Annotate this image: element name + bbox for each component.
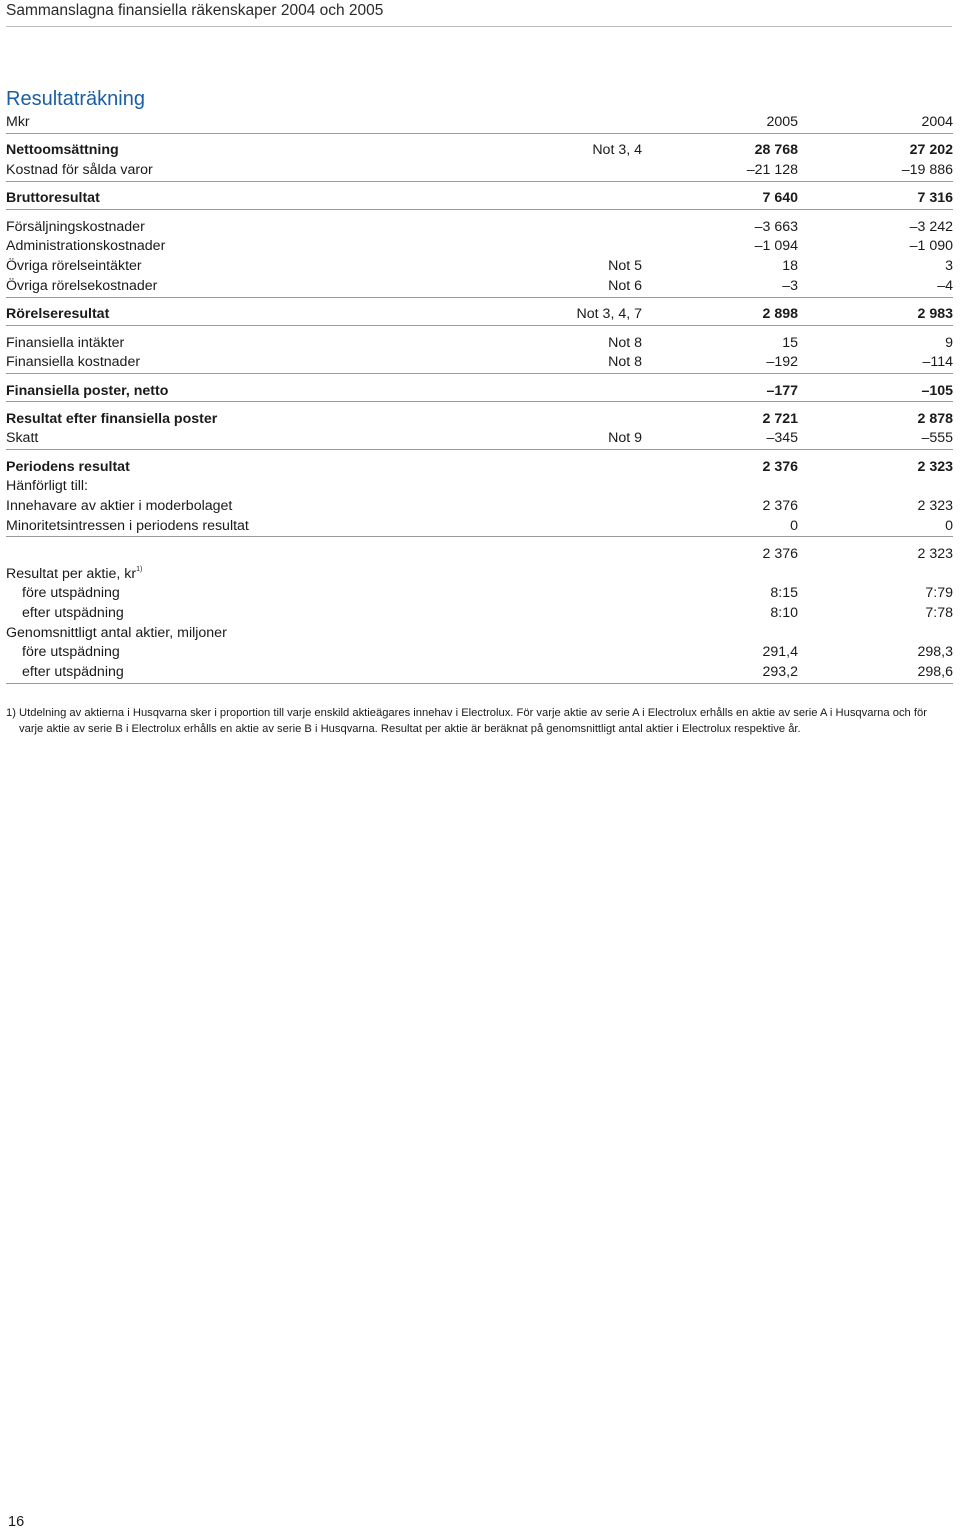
- table-row: [6, 382, 953, 403]
- table-row: [6, 429, 953, 450]
- table-row: [6, 663, 953, 684]
- row-value-2004: 2 878: [917, 410, 953, 427]
- row-note: Not 3, 4: [592, 142, 642, 159]
- page-header: [6, 0, 952, 30]
- row-label: Rörelseresultat: [6, 306, 110, 322]
- row-value-2004: 2 323: [917, 458, 953, 475]
- table-row: [6, 334, 953, 354]
- row-label: före utspädning: [22, 644, 120, 661]
- row-note: Not 3, 4, 7: [576, 306, 642, 322]
- row-label: Övriga rörelsekostnader: [6, 277, 158, 294]
- row-value-2004: –19 886: [901, 161, 953, 178]
- row-value-2004: 2 323: [917, 545, 953, 562]
- footnote-marker: 1): [136, 565, 143, 573]
- row-label: Resultat efter finansiella poster: [6, 410, 218, 427]
- header-text: Sammanslagna finansiella räkenskaper 2004 och 2005: [6, 2, 384, 19]
- row-label: Finansiella intäkter: [6, 334, 125, 351]
- table-row: [6, 477, 953, 497]
- row-value-2005: 2 376: [762, 498, 798, 514]
- table-row: [6, 189, 953, 210]
- table-row: [6, 497, 953, 517]
- row-label: Bruttoresultat: [6, 190, 100, 207]
- row-label: Innehavare av aktier i moderbolaget: [6, 498, 233, 514]
- row-value-2004: 298,6: [917, 664, 953, 680]
- row-value-2005: 28 768: [754, 142, 798, 159]
- unit-label: Mkr: [6, 114, 30, 130]
- table-row: [6, 218, 953, 238]
- row-value-2004: 0: [945, 517, 953, 534]
- row-label: Administrationskostnader: [6, 238, 166, 255]
- row-value-2005: 2 898: [762, 306, 798, 322]
- table-row: [6, 277, 953, 298]
- row-value-2005: 293,2: [762, 664, 798, 680]
- table-row: [6, 161, 953, 182]
- footnote-line-1: 1) Utdelning av aktierna i Husqvarna sker i proportion till varje enskild aktieägares innehav i Electrolux. För varje aktie av serie A i Electrolux erhålls en aktie av serie A i Husqvarna och för: [6, 707, 927, 719]
- row-label: Genomsnittligt antal aktier, miljoner: [6, 624, 227, 641]
- row-value-2004: 7:78: [925, 604, 953, 621]
- row-value-2005: 2 376: [762, 458, 798, 475]
- row-value-2004: –4: [937, 277, 953, 294]
- table-row: [6, 305, 953, 326]
- row-value-2005: 8:10: [770, 604, 798, 621]
- row-value-2004: 27 202: [909, 142, 953, 159]
- row-value-2004: –1 090: [909, 238, 953, 255]
- row-value-2004: –105: [921, 382, 953, 399]
- table-row: [6, 237, 953, 257]
- row-value-2004: –3 242: [909, 218, 953, 235]
- table-row: [6, 584, 953, 604]
- row-label: Finansiella kostnader: [6, 354, 141, 371]
- row-note: Not 8: [608, 354, 642, 371]
- row-label: Minoritetsintressen i periodens resultat: [6, 517, 249, 534]
- row-label: före utspädning: [22, 585, 120, 602]
- row-label: Skatt: [6, 430, 39, 447]
- row-label: Resultat per aktie, $kr^{1)}$: [6, 565, 143, 582]
- row-value-2005: –345: [766, 430, 798, 447]
- table-row: [6, 545, 953, 565]
- row-note: Not 9: [608, 430, 642, 447]
- table-row: [6, 565, 953, 585]
- row-value-2004: 2 323: [917, 498, 953, 514]
- row-label: efter utspädning: [22, 664, 124, 680]
- row-value-2005: 291,4: [762, 644, 798, 661]
- row-note: Not 6: [608, 277, 642, 294]
- footnote-line-2: varje aktie av serie B i Electrolux erhålls en aktie av serie B i Husqvarna. Resultat per aktie är beräknat på genomsnittligt antal aktier i Electrolux respektive år.: [19, 722, 801, 735]
- table-row: [6, 458, 953, 478]
- row-value-2004: 298,3: [917, 644, 953, 661]
- row-value-2004: 3: [945, 258, 953, 275]
- table-row: [6, 643, 953, 663]
- row-value-2005: 0: [790, 517, 798, 534]
- row-label: Försäljningskostnader: [6, 218, 145, 235]
- row-value-2005: 7 640: [762, 190, 798, 207]
- row-label: Finansiella poster, netto: [6, 382, 169, 399]
- year-2005-header: 2005: [766, 114, 798, 130]
- row-value-2005: –3 663: [754, 218, 798, 235]
- row-value-2004: 7 316: [917, 190, 953, 207]
- row-value-2005: 8:15: [770, 585, 798, 602]
- table-row: [6, 410, 953, 430]
- row-value-2005: 2 376: [762, 545, 798, 562]
- row-value-2005: –177: [766, 382, 798, 399]
- row-value-2004: –555: [921, 430, 953, 447]
- page-number: 16: [8, 1514, 25, 1530]
- row-label: Kostnad för sålda varor: [6, 161, 153, 178]
- row-value-2005: –1 094: [754, 238, 798, 255]
- row-label: Övriga rörelseintäkter: [6, 258, 142, 275]
- table-row: [6, 517, 953, 538]
- page-title: Resultaträkning: [6, 88, 145, 110]
- row-note: Not 8: [608, 334, 642, 351]
- row-label: efter utspädning: [22, 604, 124, 621]
- row-label: Hänförligt till:: [6, 478, 89, 495]
- row-value-2004: 7:79: [925, 585, 953, 602]
- table-row: [6, 624, 953, 644]
- table-row: [6, 604, 953, 624]
- row-value-2005: –21 128: [746, 161, 798, 178]
- row-label: Periodens resultat: [6, 458, 130, 475]
- row-value-2004: 9: [945, 334, 953, 351]
- table-row: [6, 353, 953, 374]
- row-value-2005: –192: [766, 354, 798, 371]
- row-value-2005: 18: [782, 258, 798, 275]
- row-label: Nettoomsättning: [6, 142, 119, 159]
- table-row: [6, 141, 953, 161]
- income-statement-table: [6, 113, 953, 684]
- column-header-row: [6, 113, 953, 134]
- header-rule: [6, 26, 952, 27]
- footnote: [6, 706, 950, 737]
- row-value-2005: –3: [782, 277, 798, 294]
- row-value-2005: 15: [782, 334, 798, 351]
- row-note: Not 5: [608, 258, 642, 275]
- row-value-2004: 2 983: [917, 306, 953, 322]
- row-value-2004: –114: [922, 354, 953, 371]
- row-value-2005: 2 721: [762, 410, 798, 427]
- year-2004-header: 2004: [921, 114, 953, 130]
- table-row: [6, 257, 953, 277]
